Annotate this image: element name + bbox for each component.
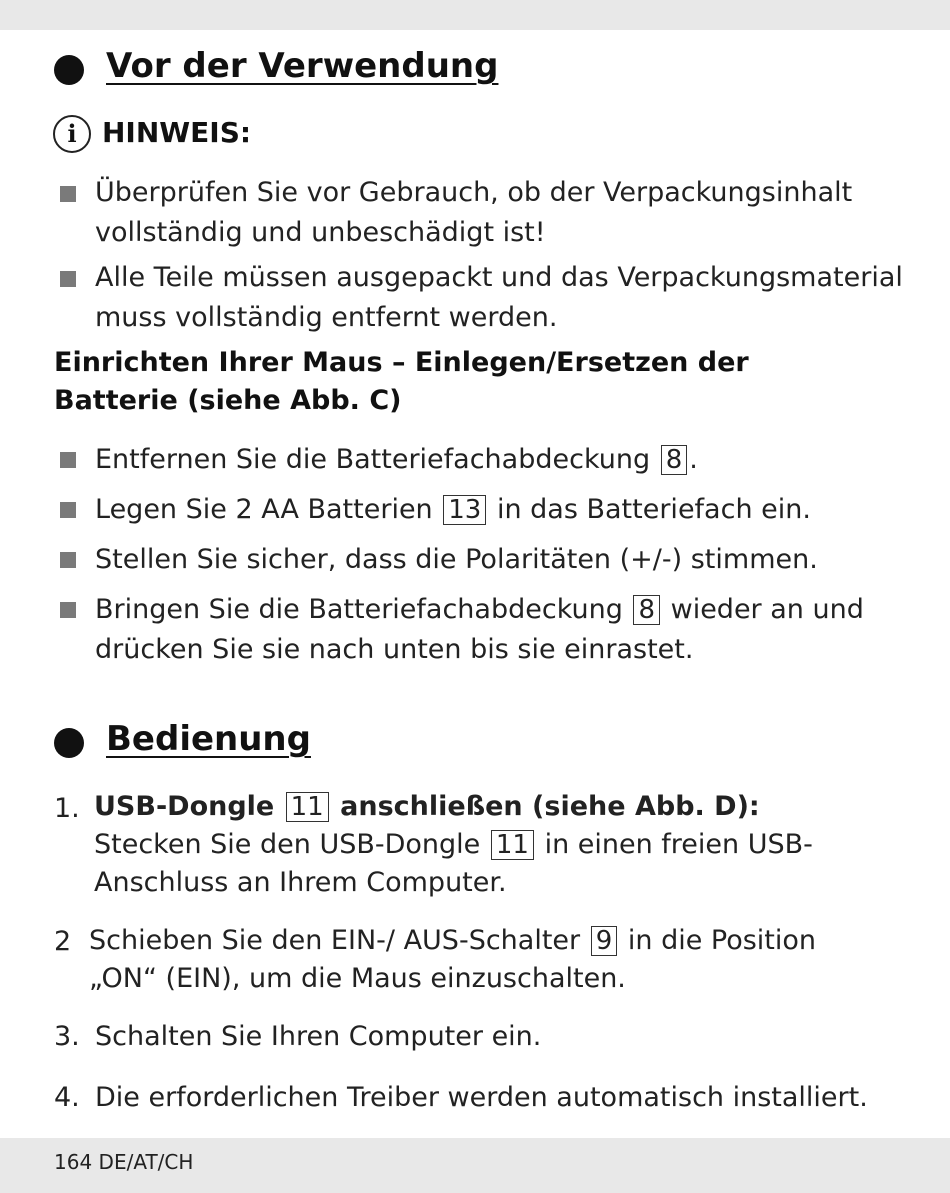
bullet-square-icon	[60, 502, 76, 518]
item-number: 2	[54, 926, 72, 957]
section-bullet	[54, 728, 84, 758]
step-3: Stellen Sie sicher, dass die Polaritäten (+/-) stimmen.	[95, 544, 818, 575]
item-number: 1.	[54, 793, 80, 824]
item-2: Schieben Sie den EIN-/ AUS-Schalter 9 in die Position „ON“ (EIN), um die Maus einzuschalten.	[89, 925, 817, 994]
note-item-2: Alle Teile müssen ausgepackt und das Verpackungsmaterial muss vollständig entfernt werden.	[95, 262, 903, 333]
section-bullet	[54, 55, 84, 85]
item-3: Schalten Sie Ihren Computer ein.	[95, 1021, 542, 1052]
item-1: USB-Dongle 11 anschließen (siehe Abb. D): Stecken Sie den USB-Dongle 11 in einen freien USB- Anschluss an Ihrem Computer.	[94, 791, 813, 898]
step-1: Entfernen Sie die Batteriefachabdeckung 8 .	[95, 444, 698, 475]
bullet-square-icon	[60, 602, 76, 618]
item-number: 4.	[54, 1082, 80, 1113]
bullet-square-icon	[60, 552, 76, 568]
ref-number: 11	[491, 830, 534, 860]
section-title-bedienung: Bedienung	[106, 719, 311, 759]
page-number: 164	[54, 1150, 93, 1174]
item-number: 3.	[54, 1021, 80, 1052]
top-band	[0, 0, 950, 30]
ref-number: 8	[633, 595, 660, 625]
locale-label: DE/AT/CH	[98, 1150, 194, 1174]
step-2: Legen Sie 2 AA Batterien 13 in das Batteriefach ein.	[95, 494, 811, 525]
bullet-square-icon	[60, 271, 76, 287]
item-4: Die erforderlichen Treiber werden automatisch installiert.	[95, 1082, 868, 1113]
ref-number: 9	[591, 926, 618, 956]
info-icon: i	[53, 115, 91, 153]
section-title-vor-der-verwendung: Vor der Verwendung	[106, 46, 499, 86]
page-footer	[54, 1150, 193, 1174]
step-4: Bringen Sie die Batteriefachabdeckung 8 wieder an und drücken Sie sie nach unten bis sie einrastet.	[95, 594, 864, 665]
note-item-1: Überprüfen Sie vor Gebrauch, ob der Verpackungsinhalt vollständig und unbeschädigt ist!	[95, 177, 853, 248]
subheading: Einrichten Ihrer Maus – Einlegen/Ersetzen der Batterie (siehe Abb. C)	[54, 347, 749, 416]
bullet-square-icon	[60, 452, 76, 468]
ref-number: 8	[661, 445, 688, 475]
ref-number: 13	[443, 495, 486, 525]
bullet-square-icon	[60, 186, 76, 202]
note-label: HINWEIS:	[102, 116, 252, 149]
ref-number: 11	[286, 792, 329, 822]
